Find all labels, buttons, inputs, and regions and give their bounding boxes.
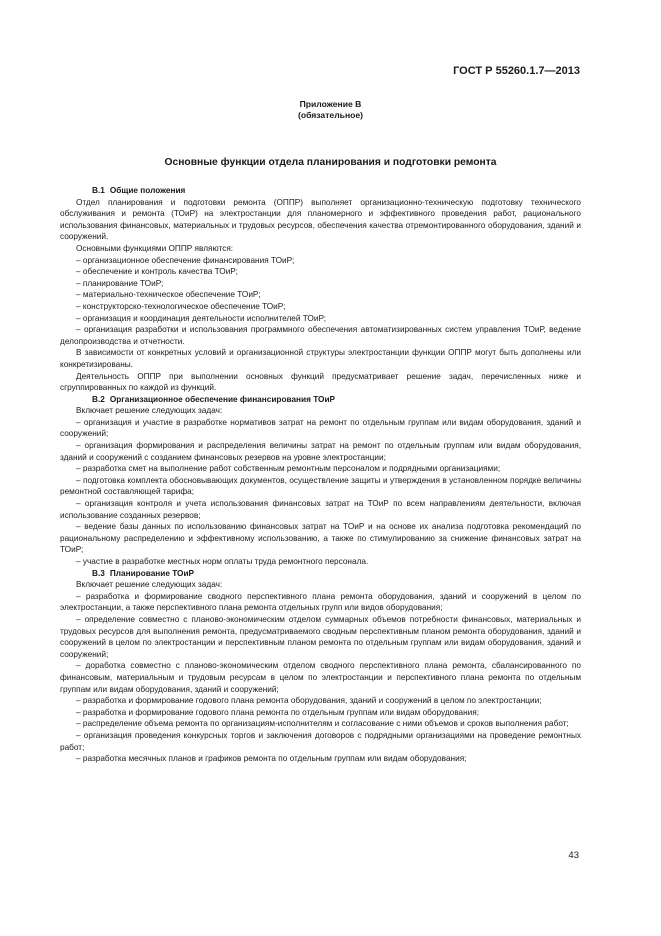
section-number: В.1: [92, 186, 105, 195]
document-body: [60, 185, 581, 765]
section-number: В.2: [92, 394, 105, 404]
section-title: Планирование ТОиР: [109, 568, 195, 578]
list-item: – организация и координация деятельности исполнителей ТОиР;: [76, 313, 327, 323]
list-item: – обеспечение и контроль качества ТОиР;: [76, 267, 238, 277]
list-item: – организационное обеспечение финансирования ТОиР;: [76, 255, 295, 265]
paragraph: Деятельность ОППР при выполнении основных функций предусматривает решение задач, перечисленных ниже и сгруппированных по каждой из функций.: [60, 371, 581, 393]
list-item: – организация и участие в разработке нормативов затрат на ремонт по отдельным группам или видам оборудования, зданий и сооружений;: [60, 417, 581, 439]
section-title: Организационное обеспечение финансирования ТОиР: [109, 394, 336, 404]
list-item: – подготовка комплекта обосновывающих документов, осуществление защиты и утверждения в установленном порядке величины ремонтной составляющей тарифа;: [60, 475, 581, 497]
list-item: – организация проведения конкурсных торгов и заключения договоров с подрядными организациями на проведение ремонтных работ;: [60, 730, 581, 752]
list-item: – материально-техническое обеспечение ТОиР;: [76, 290, 261, 300]
list-item: – разработка смет на выполнение работ собственным ремонтным персоналом и подрядными организациями;: [76, 464, 501, 474]
paragraph: Включает решение следующих задач:: [76, 580, 223, 590]
list-item: – определение совместно с планово-экономическим отделом суммарных объемов потребности финансовых, материальных и трудовых ресурсов для выполнения ремонта, предусматриваемого сводным перспективным планом ремонта оборудования, зданий и сооружений в целом по электростанции и перспективным планом ремонта по отдельным группам или видам оборудования, зданий и сооружений;: [60, 614, 581, 659]
list-item: – планирование ТОиР;: [76, 278, 164, 288]
list-item: – организация контроля и учета использования финансовых затрат на ТОиР по всем направлениям деятельности, включая использование созданных резервов;: [60, 499, 581, 520]
section-heading: [60, 394, 581, 406]
section-heading: [60, 568, 581, 580]
section-number: В.3: [92, 568, 105, 578]
paragraph: Основными функциями ОППР являются:: [76, 243, 234, 253]
standard-number: ГОСТ Р 55260.1.7—2013: [453, 65, 580, 77]
paragraph: Включает решение следующих задач:: [76, 406, 223, 416]
list-item: – ведение базы данных по использованию финансовых затрат на ТОиР и на основе их анализа подготовка рекомендаций по рациональному распределению и эффективному использованию, а также по стимулированию за снижение финансовых затрат на ТОиР;: [60, 522, 581, 555]
list-item: – разработка месячных планов и графиков ремонта по отдельным группам или видам оборудования;: [76, 754, 467, 764]
list-item: – доработка совместно с планово-экономическим отделом сводного перспективного плана ремонта, сбалансированного по финансовым, материальным и трудовым ресурсам в целом по электростанции и перспективного плана ремонта по отдельным группам или видам оборудования, зданий и сооружений;: [60, 661, 581, 694]
paragraph: Отдел планирования и подготовки ремонта (ОППР) выполняет организационно-техническую подготовку технического обслуживания и ремонта (ТОиР) на электростанции для планомерного и эффективного проведения работ, рационального использования финансовых, материальных и трудовых ресурсов, обеспечения качества отремонтированного оборудования, зданий и сооружений.: [60, 197, 581, 242]
section-title: Общие положения: [109, 186, 186, 195]
list-item: – разработка и формирование сводного перспективного плана ремонта оборудования, зданий и сооружений в целом по электростанции, а также перспективного плана ремонта отдельных групп или видов оборудования;: [60, 591, 581, 613]
page-number: 43: [568, 850, 579, 861]
list-item: – организация разработки и использования программного обеспечения автоматизированных систем управления ТОиР, ведение делопроизводства и отчетности.: [60, 325, 581, 346]
document-title: Основные функции отдела планирования и подготовки ремонта: [164, 157, 497, 168]
list-item: – распределение объема ремонта по организациям-исполнителям и согласование с ними объемов и сроков выполнения работ;: [76, 719, 569, 729]
paragraph: В зависимости от конкретных условий и организационной структуры электростанции функции ОППР могут быть дополнены или конкретизированы.: [60, 348, 581, 369]
section-heading: [60, 185, 581, 197]
list-item: – разработка и формирование годового плана ремонта по отдельным группам или видам оборудования;: [76, 707, 480, 717]
list-item: – разработка и формирование годового плана ремонта оборудования, зданий и сооружений в целом по электростанции;: [76, 696, 542, 706]
list-item: – организация формирования и распределения величины затрат на ремонт по отдельным группам или видам оборудования, зданий и сооружений с созданием финансовых резервов на уровне электростанции;: [60, 441, 581, 462]
appendix-heading: [0, 99, 661, 121]
list-item: – участие в разработке местных норм оплаты труда ремонтного персонала.: [76, 557, 369, 566]
list-item: – конструкторско-технологическое обеспечение ТОиР;: [76, 301, 286, 311]
appendix-title: Приложение В: [299, 99, 362, 109]
appendix-subtitle: (обязательное): [297, 110, 364, 120]
